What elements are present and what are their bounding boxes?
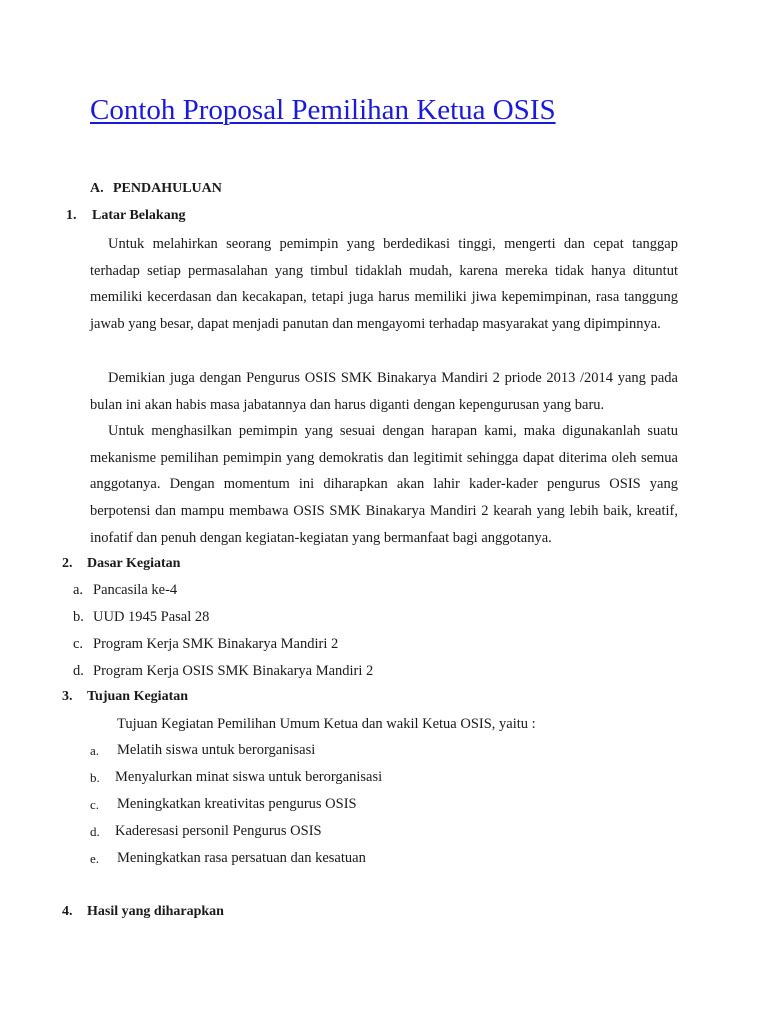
latar-paragraph-3 — [90, 418, 678, 552]
section-a-heading: PENDAHULUAN — [113, 181, 222, 196]
tujuan-item-marker: a. — [90, 743, 100, 758]
dasar-number: 2. — [62, 556, 73, 571]
tujuan-heading: Tujuan Kegiatan — [87, 689, 189, 704]
tujuan-intro: Tujuan Kegiatan Pemilihan Umum Ketua dan wakil Ketua OSIS, yaitu : — [117, 716, 536, 732]
dasar-item: UUD 1945 Pasal 28 — [93, 609, 210, 625]
tujuan-item: Meningkatkan kreativitas pengurus OSIS — [117, 796, 357, 812]
tujuan-item: Menyalurkan minat siswa untuk berorganisasi — [115, 769, 383, 785]
dasar-item-marker: c. — [73, 636, 84, 652]
tujuan-item-marker: d. — [90, 824, 100, 839]
latar-paragraph-1 — [90, 231, 678, 338]
latar-paragraph-1-text: Untuk melahirkan seorang pemimpin yang berdedikasi tinggi, mengerti dan cepat tanggap terhadap setiap permasalahan yang timbul tidaklah mudah, karena mereka tidak hanya dituntut memiliki kecerdasan dan kecakapan, tetapi juga harus memiliki jiwa kepemimpinan, rasa tanggung jawab yang besar, dapat menjadi panutan dan mengayomi terhadap masyarakat yang dipimpinnya. — [90, 236, 678, 333]
document-title: Contoh Proposal Pemilihan Ketua OSIS — [90, 94, 556, 126]
latar-paragraph-2-text: Demikian juga dengan Pengurus OSIS SMK Binakarya Mandiri 2 priode 2013 /2014 yang pada bulan ini akan habis masa jabatannya dan harus diganti dengan kepengurusan yang baru. — [90, 370, 678, 413]
latar-number: 1. — [66, 208, 77, 223]
tujuan-item: Kaderesasi personil Pengurus OSIS — [115, 823, 322, 839]
tujuan-item-marker: c. — [90, 797, 100, 812]
tujuan-item-marker: b. — [90, 770, 100, 785]
tujuan-item: Melatih siswa untuk berorganisasi — [117, 742, 316, 758]
dasar-item-marker: a. — [73, 582, 84, 598]
latar-paragraph-2 — [90, 365, 678, 418]
tujuan-item: Meningkatkan rasa persatuan dan kesatuan — [117, 850, 366, 866]
latar-paragraph-3-text: Untuk menghasilkan pemimpin yang sesuai dengan harapan kami, maka digunakanlah suatu mekanisme pemilihan pemimpin yang demokratis dan legitimit sehingga dapat diterima oleh semua anggotanya. Dengan momentum ini diharapkan akan lahir kader-kader pengurus OSIS yang berpotensi dan mampu membawa OSIS SMK Binakarya Mandiri 2 kearah yang lebih baik, kreatif, inofatif dan penuh dengan kegiatan-kegiatan yang bermanfaat bagi anggotanya. — [90, 423, 678, 546]
hasil-number: 4. — [62, 904, 73, 919]
hasil-heading: Hasil yang diharapkan — [87, 904, 224, 919]
dasar-heading: Dasar Kegiatan — [87, 556, 181, 571]
dasar-item: Program Kerja OSIS SMK Binakarya Mandiri 2 — [93, 663, 374, 679]
latar-heading: Latar Belakang — [92, 208, 186, 223]
tujuan-number: 3. — [62, 689, 73, 704]
section-a-letter: A. — [90, 181, 104, 196]
tujuan-item-marker: e. — [90, 851, 100, 866]
dasar-item-marker: b. — [73, 609, 84, 625]
dasar-item-marker: d. — [73, 663, 84, 679]
dasar-item: Pancasila ke-4 — [93, 582, 178, 598]
dasar-item: Program Kerja SMK Binakarya Mandiri 2 — [93, 636, 339, 652]
